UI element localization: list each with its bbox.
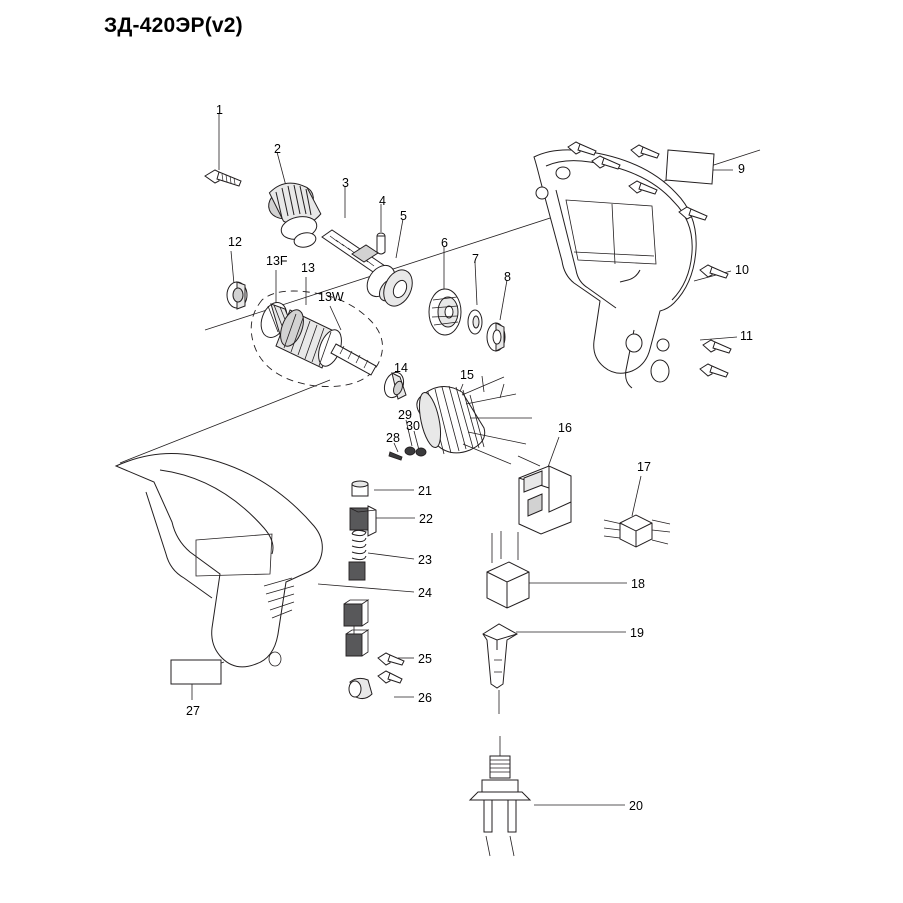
callout-27: 27 — [186, 704, 200, 718]
callout-8: 8 — [504, 270, 511, 284]
callout-29: 29 — [398, 408, 412, 422]
part-21-brush-cap — [352, 481, 368, 496]
part-8-bushing — [487, 323, 505, 351]
callout-15: 15 — [460, 368, 474, 382]
callout-13: 13 — [301, 261, 315, 275]
part-15-stator — [415, 376, 532, 464]
callout-6: 6 — [441, 236, 448, 250]
callout-20: 20 — [629, 799, 643, 813]
callout-11: 11 — [740, 329, 753, 343]
callout-12: 12 — [228, 235, 242, 249]
part-25-screw — [378, 653, 404, 665]
callout-2: 2 — [274, 142, 281, 156]
part-23-spring — [349, 530, 366, 580]
callout-16: 16 — [558, 421, 572, 435]
callout-26: 26 — [418, 691, 432, 705]
callout-14: 14 — [394, 361, 408, 375]
callout-17: 17 — [637, 460, 651, 474]
callout-19: 19 — [630, 626, 644, 640]
callout-1: 1 — [216, 103, 223, 117]
callout-10: 10 — [735, 263, 749, 277]
part-7-washer — [468, 310, 482, 334]
callout-7: 7 — [472, 252, 479, 266]
callout-18: 18 — [631, 577, 645, 591]
part-24-carbon-brush — [344, 600, 368, 656]
callout-21: 21 — [418, 484, 432, 498]
part-19-strain-relief — [483, 624, 517, 714]
part-1-screw — [205, 170, 241, 186]
callout-3: 3 — [342, 176, 349, 190]
part-20-power-cord — [470, 736, 530, 856]
part-6-impact-ring — [429, 289, 461, 335]
callout-13w: 13W — [318, 290, 344, 304]
callout-13f: 13F — [266, 254, 288, 268]
part-11-housing — [534, 150, 696, 388]
callout-22: 22 — [419, 512, 433, 526]
part-17-cable-clamp — [604, 515, 670, 547]
part-2-chuck — [264, 179, 322, 249]
callout-30: 30 — [406, 419, 420, 433]
callout-5: 5 — [400, 209, 407, 223]
callout-9: 9 — [738, 162, 745, 176]
callout-23: 23 — [418, 553, 432, 567]
callout-4: 4 — [379, 194, 386, 208]
callout-25: 25 — [418, 652, 432, 666]
callout-28: 28 — [386, 431, 400, 445]
part-18-terminal-block — [487, 531, 529, 608]
part-26-cap — [349, 671, 402, 699]
part-12-bearing — [227, 282, 247, 309]
part-27-drill-body — [116, 454, 322, 684]
page-title: ЗД-420ЭР(v2) — [104, 14, 243, 37]
part-13-armature — [251, 291, 382, 387]
part-28-29-30-small-screws — [389, 447, 426, 460]
part-4-pin — [377, 233, 385, 254]
part-16-switch — [518, 456, 571, 534]
part-9-nameplate — [666, 150, 714, 184]
callout-24: 24 — [418, 586, 432, 600]
